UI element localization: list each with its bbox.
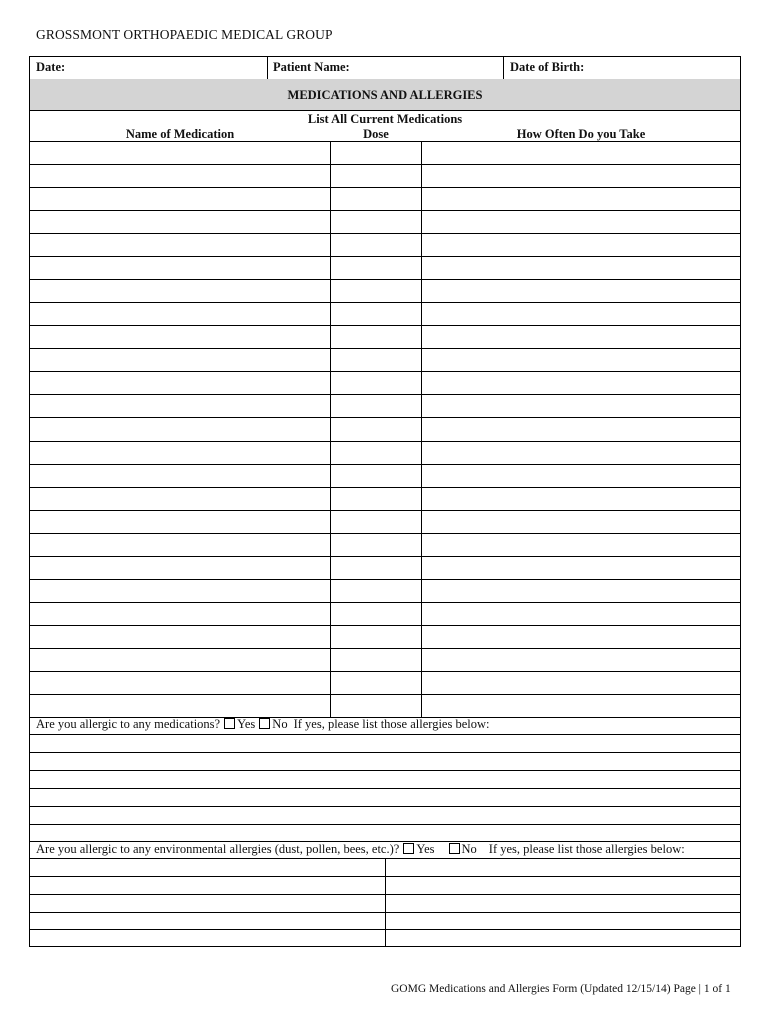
environmental-allergy-question-row: [36, 842, 685, 857]
medication-dose-field[interactable]: [331, 626, 420, 647]
medication-dose-field[interactable]: [331, 465, 420, 486]
environmental-allergy-no-checkbox[interactable]: [449, 843, 460, 854]
medication-name-field[interactable]: [31, 211, 329, 232]
medication-name-field[interactable]: [31, 303, 329, 324]
environmental-allergy-field[interactable]: [386, 895, 740, 911]
patient-info-divider: [267, 57, 268, 79]
medication-frequency-field[interactable]: [422, 303, 740, 324]
environmental-allergy-field[interactable]: [31, 895, 384, 911]
medication-name-field[interactable]: [31, 488, 329, 509]
section-title: MEDICATIONS AND ALLERGIES: [287, 88, 483, 102]
medication-name-field[interactable]: [31, 557, 329, 578]
medication-frequency-field[interactable]: [422, 511, 740, 532]
medication-allergy-field[interactable]: [31, 807, 739, 823]
environmental-allergy-field[interactable]: [386, 913, 740, 928]
medication-allergy-no-label: No: [272, 717, 288, 731]
medication-dose-field[interactable]: [331, 649, 420, 670]
environmental-allergy-field[interactable]: [386, 859, 740, 875]
medication-frequency-field[interactable]: [422, 672, 740, 693]
medication-frequency-field[interactable]: [422, 142, 740, 163]
medication-frequency-field[interactable]: [422, 418, 740, 439]
medication-frequency-field[interactable]: [422, 580, 740, 601]
medication-frequency-field[interactable]: [422, 211, 740, 232]
date-label: Date:: [36, 60, 66, 74]
medication-name-field[interactable]: [31, 695, 329, 716]
medication-dose-field[interactable]: [331, 142, 420, 163]
medication-allergy-instruction: If yes, please list those allergies below:: [293, 717, 490, 731]
environmental-allergy-field[interactable]: [31, 877, 384, 893]
medication-allergy-field[interactable]: [31, 771, 739, 787]
medication-frequency-field[interactable]: [422, 557, 740, 578]
medication-frequency-field[interactable]: [422, 442, 740, 463]
environmental-allergy-field[interactable]: [386, 930, 740, 945]
page-footer: GOMG Medications and Allergies Form (Updated 12/15/14) Page | 1 of 1: [391, 983, 731, 995]
medication-allergy-field[interactable]: [31, 735, 739, 751]
column-header-dose: Dose: [363, 127, 389, 141]
medication-dose-field[interactable]: [331, 211, 420, 232]
medication-name-field[interactable]: [31, 349, 329, 370]
medication-frequency-field[interactable]: [422, 649, 740, 670]
medication-allergy-field[interactable]: [31, 825, 739, 840]
environmental-allergy-question: Are you allergic to any environmental allergies (dust, pollen, bees, etc.)?: [36, 842, 400, 856]
medication-allergy-field[interactable]: [31, 753, 739, 769]
medication-frequency-field[interactable]: [422, 465, 740, 486]
medication-dose-field[interactable]: [331, 188, 420, 209]
column-header-medication: Name of Medication: [125, 127, 235, 141]
medication-frequency-field[interactable]: [422, 395, 740, 416]
medication-allergy-yes-label: Yes: [237, 717, 256, 731]
patient-info-divider: [503, 57, 504, 79]
date-field[interactable]: [91, 58, 263, 78]
date-of-birth-label: Date of Birth:: [510, 60, 585, 74]
medication-dose-field[interactable]: [331, 418, 420, 439]
medication-dose-field[interactable]: [331, 603, 420, 624]
medication-frequency-field[interactable]: [422, 488, 740, 509]
patient-name-label: Patient Name:: [273, 60, 350, 74]
medication-name-field[interactable]: [31, 395, 329, 416]
medication-dose-field[interactable]: [331, 349, 420, 370]
medication-dose-field[interactable]: [331, 257, 420, 278]
medication-name-field[interactable]: [31, 511, 329, 532]
medication-dose-field[interactable]: [331, 695, 420, 716]
medication-name-field[interactable]: [31, 257, 329, 278]
medication-name-field[interactable]: [31, 280, 329, 301]
medication-dose-field[interactable]: [331, 580, 420, 601]
medication-name-field[interactable]: [31, 142, 329, 163]
medication-dose-field[interactable]: [331, 303, 420, 324]
medication-name-field[interactable]: [31, 603, 329, 624]
medication-dose-field[interactable]: [331, 326, 420, 347]
medication-name-field[interactable]: [31, 165, 329, 186]
medication-name-field[interactable]: [31, 234, 329, 255]
medication-frequency-field[interactable]: [422, 349, 740, 370]
environmental-allergy-no-label: No: [461, 842, 477, 856]
medication-dose-field[interactable]: [331, 488, 420, 509]
medication-name-field[interactable]: [31, 465, 329, 486]
medication-frequency-field[interactable]: [422, 626, 740, 647]
medication-frequency-field[interactable]: [422, 257, 740, 278]
medication-allergy-field[interactable]: [31, 789, 739, 805]
medication-dose-field[interactable]: [331, 395, 420, 416]
environmental-allergy-instruction: If yes, please list those allergies below:: [488, 842, 685, 856]
medication-dose-field[interactable]: [331, 511, 420, 532]
environmental-allergy-field[interactable]: [31, 913, 384, 928]
environmental-allergy-field[interactable]: [386, 877, 740, 893]
medication-allergy-no-checkbox[interactable]: [259, 718, 270, 729]
medications-list-title: List All Current Medications: [307, 112, 463, 126]
medication-frequency-field[interactable]: [422, 534, 740, 555]
medication-dose-field[interactable]: [331, 534, 420, 555]
environmental-allergy-field[interactable]: [31, 930, 384, 945]
medication-allergy-question-row: [36, 717, 489, 732]
medication-frequency-field[interactable]: [422, 188, 740, 209]
medication-frequency-field[interactable]: [422, 372, 740, 393]
medication-name-field[interactable]: [31, 626, 329, 647]
medication-name-field[interactable]: [31, 580, 329, 601]
medication-frequency-field[interactable]: [422, 280, 740, 301]
medication-frequency-field[interactable]: [422, 165, 740, 186]
medication-name-field[interactable]: [31, 418, 329, 439]
medication-name-field[interactable]: [31, 672, 329, 693]
medication-dose-field[interactable]: [331, 442, 420, 463]
medication-frequency-field[interactable]: [422, 234, 740, 255]
medication-dose-field[interactable]: [331, 672, 420, 693]
date-of-birth-field[interactable]: [590, 58, 738, 78]
environmental-allergy-yes-label: Yes: [416, 842, 435, 856]
medication-dose-field[interactable]: [331, 372, 420, 393]
medication-name-field[interactable]: [31, 442, 329, 463]
medication-frequency-field[interactable]: [422, 326, 740, 347]
medication-dose-field[interactable]: [331, 557, 420, 578]
medication-allergy-yes-checkbox[interactable]: [224, 718, 235, 729]
medication-frequency-field[interactable]: [422, 695, 740, 716]
column-header-frequency: How Often Do you Take: [516, 127, 646, 141]
medication-dose-field[interactable]: [331, 234, 420, 255]
medication-name-field[interactable]: [31, 649, 329, 670]
organization-name: GROSSMONT ORTHOPAEDIC MEDICAL GROUP: [36, 27, 333, 42]
medication-frequency-field[interactable]: [422, 603, 740, 624]
patient-name-field[interactable]: [355, 58, 499, 78]
medication-name-field[interactable]: [31, 188, 329, 209]
environmental-allergy-yes-checkbox[interactable]: [403, 843, 414, 854]
medication-dose-field[interactable]: [331, 165, 420, 186]
medication-name-field[interactable]: [31, 534, 329, 555]
medication-allergy-question: Are you allergic to any medications?: [36, 717, 221, 731]
medication-name-field[interactable]: [31, 372, 329, 393]
medication-name-field[interactable]: [31, 326, 329, 347]
divider: [30, 110, 741, 111]
environmental-allergy-field[interactable]: [31, 859, 384, 875]
medication-dose-field[interactable]: [331, 280, 420, 301]
